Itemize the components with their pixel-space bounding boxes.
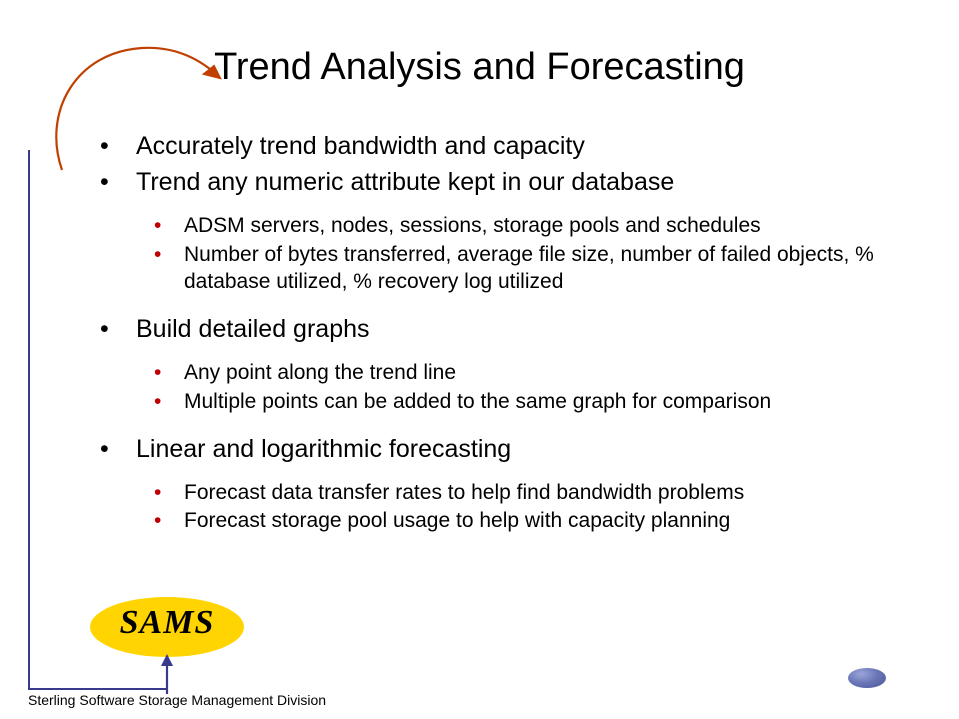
logo-up-arrow-icon xyxy=(158,650,176,694)
bullet-marker: • xyxy=(154,214,162,237)
list-item-text: Any point along the trend line xyxy=(184,361,457,385)
bullet-marker: • xyxy=(154,389,162,413)
spacer xyxy=(92,417,952,433)
list-item xyxy=(92,388,952,416)
list-item xyxy=(92,241,952,296)
bullet-marker: • xyxy=(154,480,162,504)
list-item xyxy=(92,507,952,535)
spacer xyxy=(92,202,952,212)
list-item-text: Forecast storage pool usage to help with capacity planning xyxy=(184,509,731,533)
spacer xyxy=(92,469,952,479)
spacer xyxy=(92,349,952,359)
decorative-oval xyxy=(848,668,886,688)
bullet-marker: • xyxy=(100,315,109,344)
list-item-text: Forecast data transfer rates to help find bandwidth problems xyxy=(184,480,745,504)
bullet-marker: • xyxy=(154,361,162,385)
page-title: Trend Analysis and Forecasting xyxy=(214,46,745,88)
list-item xyxy=(92,212,952,240)
bullet-marker: • xyxy=(100,132,109,160)
bullet-list xyxy=(92,130,952,536)
list-item-text: Multiple points can be added to the same graph for comparison xyxy=(184,389,772,413)
logo-text: SAMS xyxy=(119,604,215,641)
bullet-marker: • xyxy=(100,168,109,196)
left-bracket-line xyxy=(28,150,30,690)
spacer xyxy=(92,297,952,313)
list-item-text: ADSM servers, nodes, sessions, storage pools and schedules xyxy=(184,214,761,237)
bottom-bracket-line xyxy=(28,688,168,690)
list-item xyxy=(92,130,952,162)
bullet-marker: • xyxy=(100,434,109,463)
list-item xyxy=(92,479,952,507)
sams-logo xyxy=(90,597,244,657)
list-item-text: Build detailed graphs xyxy=(136,315,370,344)
list-item xyxy=(92,433,952,465)
bullet-marker: • xyxy=(154,509,162,533)
list-item-text: Accurately trend bandwidth and capacity xyxy=(136,132,585,160)
list-item xyxy=(92,166,952,198)
bullet-marker: • xyxy=(154,242,162,266)
list-item-text: Number of bytes transferred, average file size, number of failed objects, % database utilized, % recovery log utilized xyxy=(184,242,874,294)
list-item xyxy=(92,359,952,387)
list-item xyxy=(92,313,952,345)
list-item-text: Linear and logarithmic forecasting xyxy=(136,434,512,463)
footer-text: Sterling Software Storage Management Division xyxy=(28,692,327,708)
list-item-text: Trend any numeric attribute kept in our database xyxy=(136,168,675,196)
